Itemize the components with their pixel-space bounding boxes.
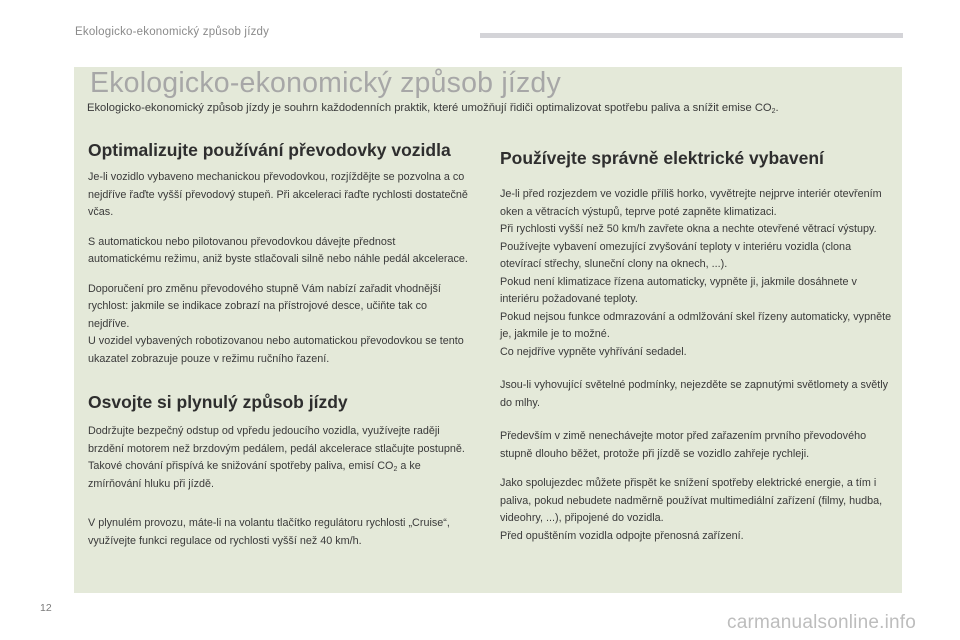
intro-end: . <box>775 102 779 114</box>
electrical-paragraph-unplug: Před opuštěním vozidla odpojte přenosná zařízení. <box>500 529 744 542</box>
section-title-electrical: Používejte správně elektrické vybavení <box>500 148 824 168</box>
electrical-line-6: Co nejdříve vypněte vyhřívání sedadel. <box>500 345 687 358</box>
smooth-driving-paragraph-1 <box>88 423 468 493</box>
left-column <box>88 140 468 550</box>
intro-subscript: 2 <box>771 108 776 115</box>
section-title-smooth-driving: Osvojte si plynulý způsob jízdy <box>88 392 348 412</box>
page-title: Ekologicko-ekonomický způsob jízdy <box>90 67 561 99</box>
transmission-paragraph-4: U vozidel vybavených robotizovanou nebo automatickou převodovkou se tento ukazatel zobrazuje pouze v režimu ručního řazení. <box>88 335 464 365</box>
smooth-driving-text-b: a ke zmírňování hluku při jízdě. <box>88 460 421 490</box>
electrical-line-1: Je-li před rozjezdem ve vozidle příliš horko, vyvětrejte nejprve interiér otevřením oken a větracích výstupů, teprve poté zapněte klimatizaci. <box>500 188 882 218</box>
right-column <box>500 140 892 545</box>
electrical-line-4: Pokud není klimatizace řízena automaticky, vypněte ji, jakmile dosáhnete v interiéru požadované teploty. <box>500 275 857 305</box>
electrical-line-3: Používejte vybavení omezující zvyšování teploty v interiéru vozidla (clona otevírací střechy, sluneční clony na oknech, ...). <box>500 240 852 270</box>
electrical-paragraph-lights: Jsou-li vyhovující světelné podmínky, nejezděte se zapnutými světlomety a světly do mlhy. <box>500 379 889 409</box>
section-title-transmission: Optimalizujte používání převodovky vozidla <box>88 140 451 160</box>
header-rule <box>480 33 903 38</box>
smooth-driving-paragraph-2: V plynulém provozu, máte-li na volantu tlačítko regulátoru rychlosti „Cruise“, využívejte funkci regulace od rychlosti vyšší než 40 km/h. <box>88 517 450 547</box>
electrical-paragraph-winter: Především v zimě nenechávejte motor před zařazením prvního převodového stupně dlouho běžet, protože při jízdě se vozidlo zahřeje rychleji. <box>500 430 867 460</box>
transmission-paragraph-2: S automatickou nebo pilotovanou převodovkou dávejte přednost automatickému režimu, aniž byste stlačovali silně nebo náhle pedál akcelerace. <box>88 235 468 265</box>
running-header: Ekologicko-ekonomický způsob jízdy <box>75 26 270 38</box>
smooth-driving-subscript: 2 <box>393 466 398 473</box>
smooth-driving-text-a: Dodržujte bezpečný odstup od vpředu jedoucího vozidla, využívejte raději brzdění motorem než brzdovým pedálem, pedál akcelerace stlačujte postupně. Takové chování přispívá ke snižování spotřeby paliva, emisí CO <box>88 425 465 472</box>
electrical-line-5: Pokud nejsou funkce odmrazování a odmlžování skel řízeny automaticky, vypněte je, jakmile je to možné. <box>500 310 892 340</box>
electrical-paragraph-passenger: Jako spolujezdec můžete přispět ke snížení spotřeby elektrické energie, a tím i paliva, pokud nebudete nadměrně používat multimediální zařízení (filmy, hudba, videohry, ...), připojené do vozidla. <box>500 477 883 524</box>
page-number: 12 <box>40 602 52 614</box>
watermark: carmanualsonline.info <box>727 612 917 633</box>
transmission-paragraph-1: Je-li vozidlo vybaveno mechanickou převodovkou, rozjíždějte se pozvolna a co nejdříve řaďte vyšší převodový stupeň. Při akceleraci řaďte rychlosti dostatečně včas. <box>88 171 468 218</box>
electrical-line-2: Při rychlosti vyšší než 50 km/h zavřete okna a nechte otevřené větrací výstupy. <box>500 223 877 235</box>
intro-text: Ekologicko-ekonomický způsob jízdy je souhrn každodenních praktik, které umožňují řidiči optimalizovat spotřebu paliva a snížit emise CO <box>87 102 772 114</box>
intro-paragraph <box>87 102 877 114</box>
transmission-paragraph-3: Doporučení pro změnu převodového stupně Vám nabízí zařadit vhodnější rychlost: jakmile se indikace zobrazí na přístrojové desce, učiňte tak co nejdříve. <box>88 282 441 330</box>
